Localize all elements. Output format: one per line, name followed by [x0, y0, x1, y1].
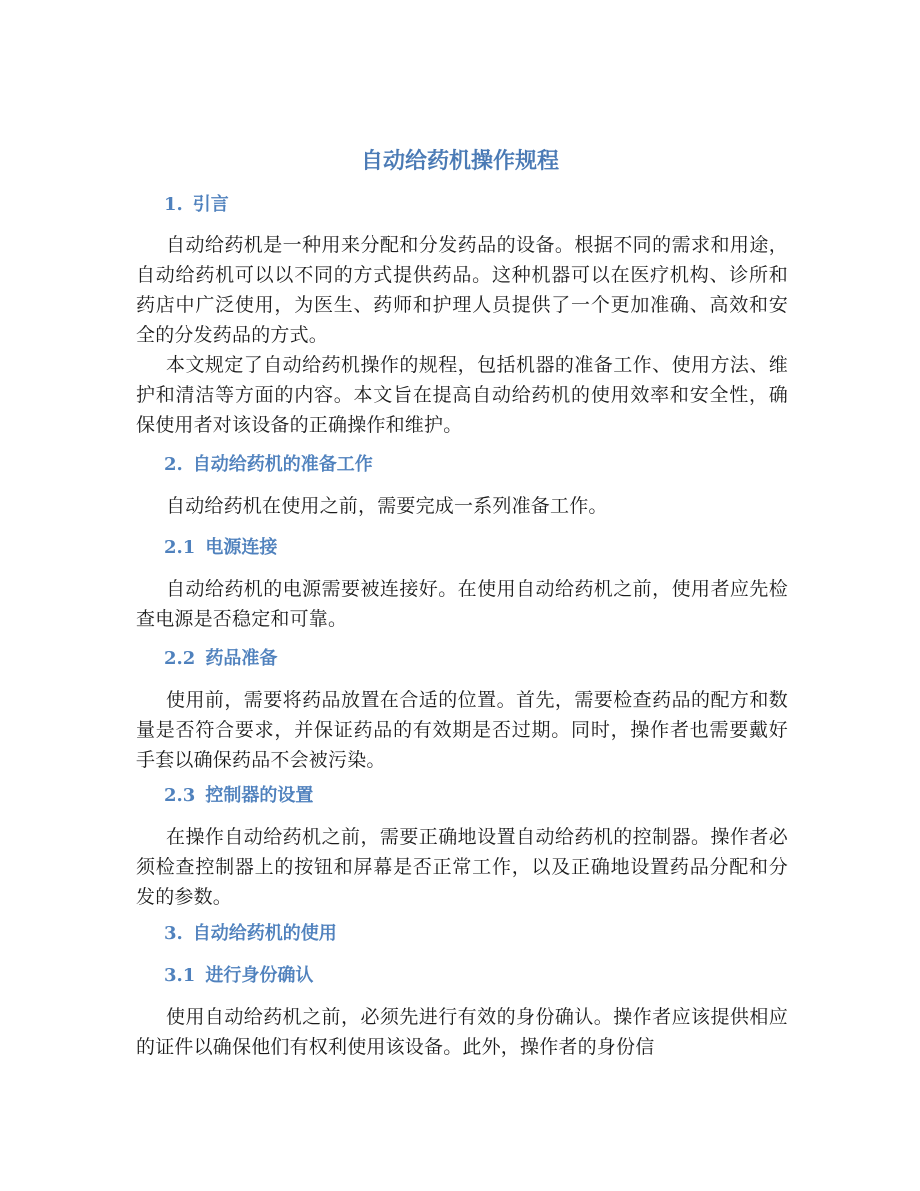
section-number: 2.3	[164, 785, 196, 806]
section-title: 控制器的设置	[205, 785, 314, 806]
section-heading-2-2	[164, 645, 277, 673]
paragraph-preparation: 自动给药机在使用之前，需要完成一系列准备工作。	[166, 495, 608, 517]
section-heading-3-1	[164, 962, 313, 990]
section-title: 进行身份确认	[205, 965, 314, 986]
section-heading-1	[164, 191, 229, 219]
section-title: 引言	[192, 194, 229, 215]
paragraph-controller: 在操作自动给药机之前，需要正确地设置自动给药机的控制器。操作者必须检查控制器上的按钮和屏幕是否正常工作，以及正确地设置药品分配和分发的参数。	[136, 826, 788, 908]
paragraph-power: 自动给药机的电源需要被连接好。在使用自动给药机之前，使用者应先检查电源是否稳定和可靠。	[136, 578, 788, 630]
section-heading-2-3	[164, 782, 313, 810]
section-heading-2	[164, 451, 373, 479]
section-number: 2.	[164, 454, 183, 475]
section-title: 自动给药机的使用	[192, 923, 337, 944]
section-heading-2-1	[164, 534, 277, 562]
paragraph-intro-1: 自动给药机是一种用来分配和分发药品的设备。根据不同的需求和用途，自动给药机可以以不同的方式提供药品。这种机器可以在医疗机构、诊所和药店中广泛使用，为医生、药师和护理人员提供了一个更加准确、高效和安全的分发药品的方式。	[136, 234, 788, 346]
section-number: 2.2	[164, 648, 196, 669]
section-title: 电源连接	[205, 537, 278, 558]
section-title: 药品准备	[205, 648, 278, 669]
section-number: 1.	[164, 194, 183, 215]
section-number: 2.1	[164, 537, 196, 558]
section-number: 3.	[164, 923, 183, 944]
section-title: 自动给药机的准备工作	[192, 454, 373, 475]
section-number: 3.1	[164, 965, 196, 986]
document-title: 自动给药机操作规程	[360, 148, 559, 174]
paragraph-medicine: 使用前，需要将药品放置在合适的位置。首先，需要检查药品的配方和数量是否符合要求，并保证药品的有效期是否过期。同时，操作者也需要戴好手套以确保药品不会被污染。	[136, 689, 788, 771]
paragraph-intro-2: 本文规定了自动给药机操作的规程，包括机器的准备工作、使用方法、维护和清洁等方面的内容。本文旨在提高自动给药机的使用效率和安全性，确保使用者对该设备的正确操作和维护。	[136, 354, 788, 436]
section-heading-3	[164, 920, 337, 948]
paragraph-identity: 使用自动给药机之前，必须先进行有效的身份确认。操作者应该提供相应的证件以确保他们有权利使用该设备。此外，操作者的身份信	[136, 1006, 788, 1058]
